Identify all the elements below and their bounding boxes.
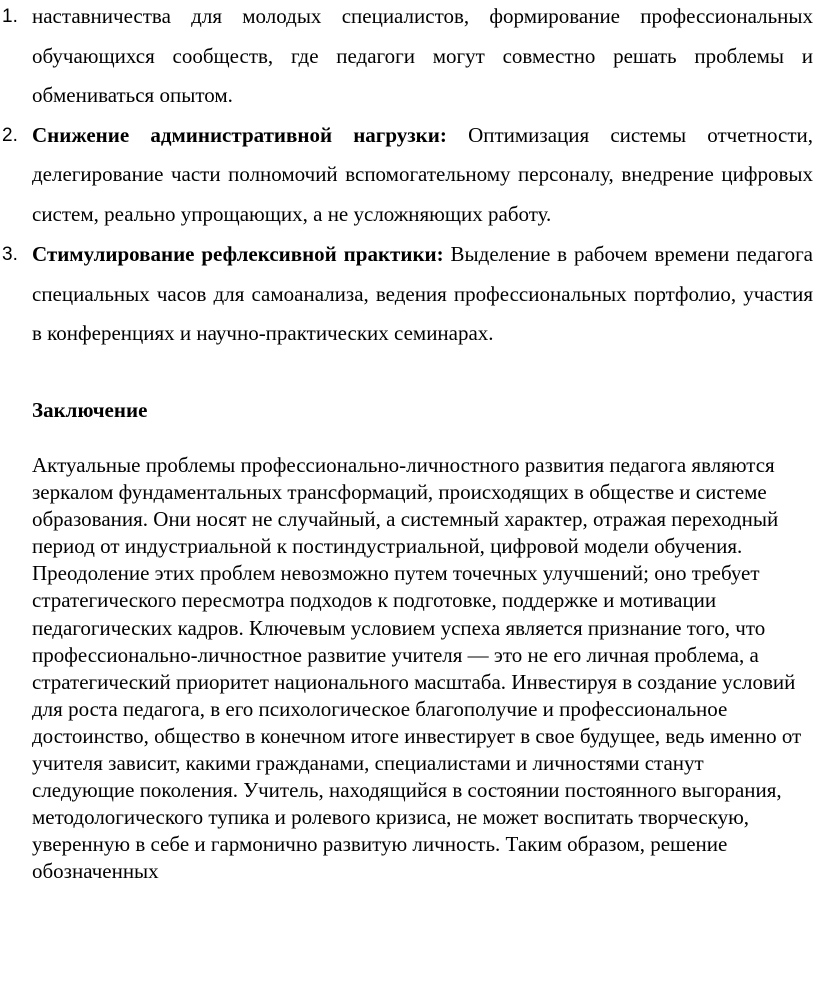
list-item-text: Выделение в рабочем времени педагога специальных часов для самоанализа, ведения профессиональных портфолио, участия в конференциях и научно-практических семинарах. (32, 242, 814, 345)
list-item-2 (0, 116, 816, 235)
list-item-text: наставничества для молодых специалистов, формирование профессиональных обучающихся сообществ, где педагоги могут совместно решать проблемы и обмениваться опытом. (32, 4, 813, 107)
list-item-number: 2. (2, 124, 18, 146)
conclusion-paragraph: Актуальные проблемы профессионально-личностного развития педагога являются зеркалом фундаментальных трансформаций, происходящих в обществе и системе образования. Они носят не случайный, а системный характер, отражая переходный период от индустриальной к постиндустриальной, цифровой модели обучения. Преодоление этих проблем невозможно путем точечных улучшений; оно требует стратегического пересмотра подходов к подготовке, поддержке и мотивации педагогических кадров. Ключевым условием успеха является признание того, что профессионально-личностное развитие учителя — это не его личная проблема, а стратегический приоритет национального масштаба. Инвестируя в создание условий для роста педагога, в его психологическое благополучие и профессиональное достоинство, общество в конечном итоге инвестирует в свое будущее, ведь именно от учителя зависит, какими гражданами, специалистами и личностями станут следующие поколения. Учитель, находящийся в состоянии постоянного выгорания, методологического тупика и ролевого кризиса, не может воспитать творческую, уверенную в себе и гармонично развитую личность. Таким образом, решение обозначенных (32, 453, 802, 884)
list-item-number: 1. (2, 6, 18, 27)
list-item-lead: Стимулирование рефлексивной практики: (32, 242, 444, 266)
list-item-1 (0, 0, 816, 116)
list-item-text: Оптимизация системы отчетности, делегирование части полномочий вспомогательному персоналу, внедрение цифровых систем, реально упрощающих, а не усложняющих работу. (32, 122, 813, 226)
conclusion-heading: Заключение (32, 398, 148, 422)
list-item-lead: Снижение административной нагрузки: (32, 122, 447, 147)
list-item-number: 3. (2, 244, 18, 265)
list-item-3 (0, 235, 816, 354)
numbered-list (0, 0, 816, 354)
